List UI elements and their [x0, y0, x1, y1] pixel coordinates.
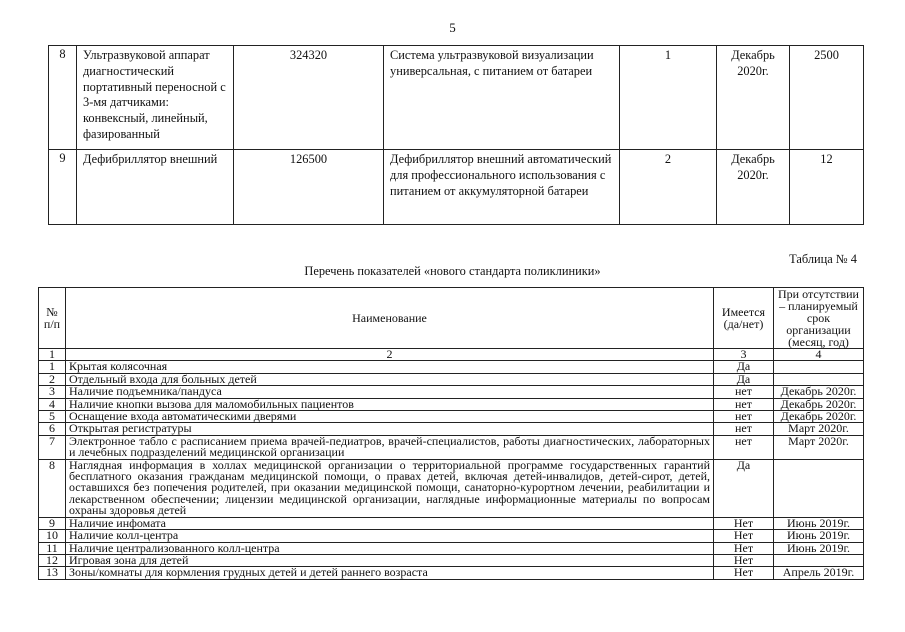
col-number-3: 3	[714, 349, 774, 361]
indicator-name: Оснащение входа автоматическими дверями	[66, 411, 714, 423]
indicator-available: нет	[714, 411, 774, 423]
indicator-available: Нет	[714, 542, 774, 554]
table-row	[39, 459, 864, 517]
row-number: 8	[49, 46, 77, 150]
header-name: Наименование	[66, 288, 714, 349]
indicator-name: Наличие колл-центра	[66, 530, 714, 542]
indicator-available: Да	[714, 459, 774, 517]
indicator-available: Да	[714, 361, 774, 373]
indicator-name: Зоны/комнаты для кормления грудных детей и детей раннего возраста	[66, 567, 714, 579]
row-number: 11	[39, 542, 66, 554]
item-price: 126500	[234, 150, 384, 225]
indicator-name: Игровая зона для детей	[66, 554, 714, 566]
indicator-deadline: Декабрь 2020г.	[774, 398, 864, 410]
row-number: 6	[39, 423, 66, 435]
indicator-available: Да	[714, 373, 774, 385]
row-number: 7	[39, 435, 66, 459]
item-quantity: 1	[620, 46, 717, 150]
header-available: Имеется (да/нет)	[714, 288, 774, 349]
indicator-deadline	[774, 459, 864, 517]
indicator-deadline: Март 2020г.	[774, 423, 864, 435]
row-number: 13	[39, 567, 66, 579]
header-deadline: При отсутствии – планируемый срок организации (месяц, год)	[774, 288, 864, 349]
indicator-name: Открытая регистратуры	[66, 423, 714, 435]
indicator-name: Наличие подъемника/пандуса	[66, 386, 714, 398]
indicator-deadline: Июнь 2019г.	[774, 542, 864, 554]
table-title: Перечень показателей «нового стандарта поликлиники»	[304, 264, 601, 278]
item-description: Дефибриллятор внешний автоматический для профессионального использования с питанием от аккумуляторной батареи	[384, 150, 620, 225]
indicator-name: Наличие кнопки вызова для маломобильных пациентов	[66, 398, 714, 410]
indicator-available: нет	[714, 386, 774, 398]
row-number: 2	[39, 373, 66, 385]
indicator-available: Нет	[714, 530, 774, 542]
table-row	[39, 567, 864, 579]
indicator-available: Нет	[714, 567, 774, 579]
indicator-available: нет	[714, 398, 774, 410]
indicator-available: Нет	[714, 517, 774, 529]
row-number: 8	[39, 459, 66, 517]
indicator-deadline: Декабрь 2020г.	[774, 411, 864, 423]
indicator-name: Крытая колясочная	[66, 361, 714, 373]
row-number: 10	[39, 530, 66, 542]
indicator-deadline	[774, 361, 864, 373]
col-number-2: 2	[66, 349, 714, 361]
table-row	[49, 46, 864, 150]
indicator-available: нет	[714, 435, 774, 459]
indicator-deadline: Июнь 2019г.	[774, 517, 864, 529]
indicators-table	[38, 287, 864, 580]
header-num: № п/п	[39, 288, 66, 349]
item-last: 2500	[790, 46, 864, 150]
item-date: Декабрь 2020г.	[717, 46, 790, 150]
row-number: 5	[39, 411, 66, 423]
row-number: 9	[49, 150, 77, 225]
item-description: Система ультразвуковой визуализации универсальная, с питанием от батареи	[384, 46, 620, 150]
item-last: 12	[790, 150, 864, 225]
page-number: 5	[449, 20, 456, 35]
col-number-4: 4	[774, 349, 864, 361]
row-number: 1	[39, 361, 66, 373]
row-number: 3	[39, 386, 66, 398]
indicator-name: Электронное табло с расписанием приема врачей-педиатров, врачей-специалистов, работы диагностических, лабораторных и лечебных подразделений медицинской организации	[66, 435, 714, 459]
indicator-deadline: Декабрь 2020г.	[774, 386, 864, 398]
indicator-name: Отдельный входа для больных детей	[66, 373, 714, 385]
indicator-available: нет	[714, 423, 774, 435]
indicator-available: Нет	[714, 554, 774, 566]
indicator-deadline: Апрель 2019г.	[774, 567, 864, 579]
item-price: 324320	[234, 46, 384, 150]
table-caption: Таблица № 4	[789, 252, 857, 266]
item-quantity: 2	[620, 150, 717, 225]
indicator-name: Наглядная информация в холлах медицинской организации о территориальной программе государственных гарантий бесплатного оказания гражданам медицинской помощи, о правах детей, включая детей-инвалидов, детей-сирот, детей, оставшихся без попечения родителей, при оказании медицинской помощи, санаторно-курортном лечении, реабилитации и лекарственном обеспечении; лицензии медицинской организации, наглядные информационные материалы по вопросам охраны здоровья детей	[66, 459, 714, 517]
row-number: 4	[39, 398, 66, 410]
indicator-deadline: Июнь 2019г.	[774, 530, 864, 542]
row-number: 12	[39, 554, 66, 566]
table-row	[39, 435, 864, 459]
row-number: 9	[39, 517, 66, 529]
indicator-deadline: Март 2020г.	[774, 435, 864, 459]
item-date: Декабрь 2020г.	[717, 150, 790, 225]
indicator-name: Наличие централизованного колл-центра	[66, 542, 714, 554]
header-row	[39, 288, 864, 349]
table-row	[49, 150, 864, 225]
col-number-1: 1	[39, 349, 66, 361]
equipment-table	[48, 45, 864, 225]
indicator-name: Наличие инфомата	[66, 517, 714, 529]
item-name: Дефибриллятор внешний	[77, 150, 234, 225]
item-name: Ультразвуковой аппарат диагностический портативный переносной с 3-мя датчиками: конвексный, линейный, фазированный	[77, 46, 234, 150]
